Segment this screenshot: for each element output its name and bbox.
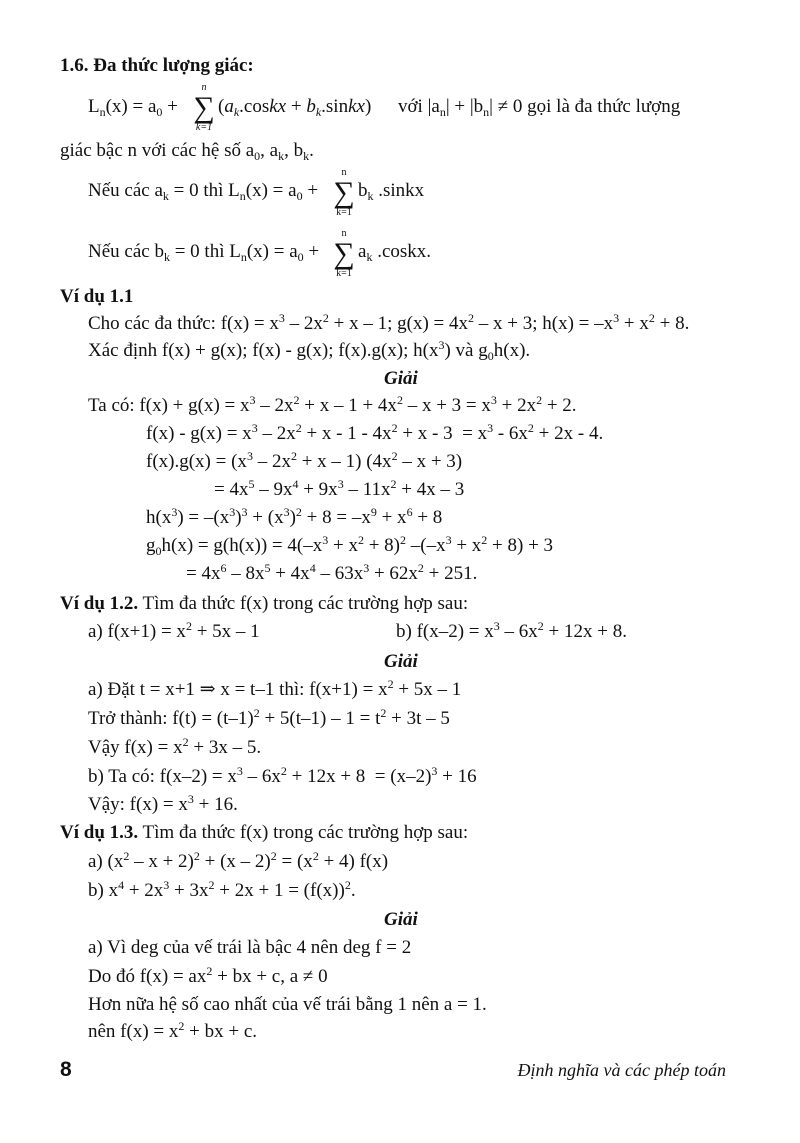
example-1-3-part-a: a) $(x^2 - x + 2)^2 + (x - 2)^2 = (x^2 + 4)$ f(x) bbox=[88, 849, 389, 872]
summation-symbol: n ∑ k=1 bbox=[333, 167, 355, 218]
definition-formula: $L_n(x) = a_0$ + bbox=[88, 96, 178, 119]
case1-right: $b_k$ .sinkx bbox=[358, 180, 425, 203]
example-1-2-part-b: b) $f(x-2) = x^3 - 6x^2 + 12x + 8$. bbox=[396, 619, 627, 642]
example-1-3-part-b: b) $x^4 + 2x^3 + 3x^2 + 2x + 1 = (f(x))^2$. bbox=[88, 878, 356, 901]
section-heading: 1.6. Đa thức lượng giác: bbox=[60, 55, 254, 76]
solution-line: Do đó $f(x) = ax^2$ + bx + c, a ≠ 0 bbox=[88, 964, 328, 987]
solution-line: a) Vì deg của vế trái là bậc 4 nên deg f = 2 bbox=[88, 937, 412, 958]
solution-line: Vậy: $f(x) = x^3 + 16$. bbox=[88, 792, 238, 815]
case2-left: Nếu các $b_k = 0$ thì $L_n(x) = a_0$ + bbox=[88, 241, 320, 264]
definition-line2: giác bậc n với các hệ số $a_0$, $a_k$, $b_k$. bbox=[60, 140, 314, 163]
example-1-2-title: Ví dụ 1.2. Tìm đa thức f(x) trong các trường hợp sau: bbox=[60, 593, 469, 614]
example-1-3-title: Ví dụ 1.3. Tìm đa thức f(x) trong các trường hợp sau: bbox=[60, 822, 469, 843]
definition-condition: với $|a_n| + |b_n| \ne 0$ gọi là đa thức lượng bbox=[398, 96, 681, 119]
solution-line: Hơn nữa hệ số cao nhất của vế trái bằng 1 nên a = 1. bbox=[88, 994, 487, 1015]
summation-symbol: n ∑ k=1 bbox=[193, 82, 215, 133]
solution-line: a) Đặt t = x+1 ⇒ x = t–1 thì: $f(x+1) = x^2 + 5x - 1$ bbox=[88, 677, 462, 700]
summation-symbol: n ∑ k=1 bbox=[333, 228, 355, 279]
definition-term: ($a_k.coskx$ + $b_k.sinkx$) bbox=[218, 96, 372, 119]
example-1-2-part-a: a) $f(x+1) = x^2 + 5x - 1$ bbox=[88, 619, 260, 642]
solution-line: $h(x^3) = -(x^3)^3 + (x^3)^2 + 8 = -x^9 + x^6 + 8$ bbox=[146, 505, 443, 528]
solution-line: $f(x).g(x) = (x^3 - 2x^2 + x - 1)$ $(4x^2 - x + 3)$ bbox=[146, 449, 463, 472]
solution-heading: Giải bbox=[384, 368, 418, 389]
case1-left: Nếu các $a_k = 0$ thì $L_n(x) = a_0$ + bbox=[88, 180, 319, 203]
solution-heading: Giải bbox=[384, 909, 418, 930]
solution-line: nên $f(x) = x^2$ + bx + c. bbox=[88, 1019, 258, 1042]
solution-line: Ta có: $f(x) + g(x) = x^3 - 2x^2 + x - 1 + 4x^2 - x + 3 = x^3 + 2x^2 + 2$. bbox=[88, 393, 577, 416]
example-1-1-task: Xác định f(x) + g(x); f(x) - g(x); f(x).g(x); $h(x^3)$ và $g_0h(x)$. bbox=[88, 338, 531, 363]
case2-right: $a_k$ .coskx. bbox=[358, 241, 432, 264]
solution-line: $g_0h(x) = g(h(x)) = 4(-x^3 + x^2 + 8)^2$ $-(-x^3 + x^2 + 8) + 3$ bbox=[146, 533, 554, 558]
running-footer-title: Định nghĩa và các phép toán bbox=[517, 1060, 726, 1080]
solution-heading: Giải bbox=[384, 651, 418, 672]
solution-line: = $4x^6 - 8x^5 + 4x^4 - 63x^3 + 62x^2 + 251$. bbox=[186, 561, 478, 584]
example-1-1-statement: Cho các đa thức: $f(x) = x^3 - 2x^2 + x - 1$; $g(x) = 4x^2 - x + 3$; $h(x) = -x^3 + x^2 + 8$. bbox=[88, 311, 690, 334]
solution-line: = $4x^5 - 9x^4 + 9x^3 - 11x^2 + 4x - 3$ bbox=[214, 477, 465, 500]
page-number: 8 bbox=[60, 1058, 72, 1081]
solution-line: $f(x) - g(x) = x^3 - 2x^2 + x - 1 - 4x^2 + x - 3 = x^3 - 6x^2 + 2x - 4$. bbox=[146, 421, 604, 444]
example-1-1-title: Ví dụ 1.1 bbox=[60, 286, 134, 307]
solution-line: Trở thành: $f(t) = (t-1)^2 + 5(t-1) - 1 = t^2 + 3t - 5$ bbox=[88, 706, 450, 729]
solution-line: Vậy $f(x) = x^2 + 3x - 5$. bbox=[88, 735, 262, 758]
solution-line: b) Ta có: $f(x-2) = x^3 - 6x^2 + 12x + 8 = (x-2)^3 + 16$ bbox=[88, 764, 477, 787]
